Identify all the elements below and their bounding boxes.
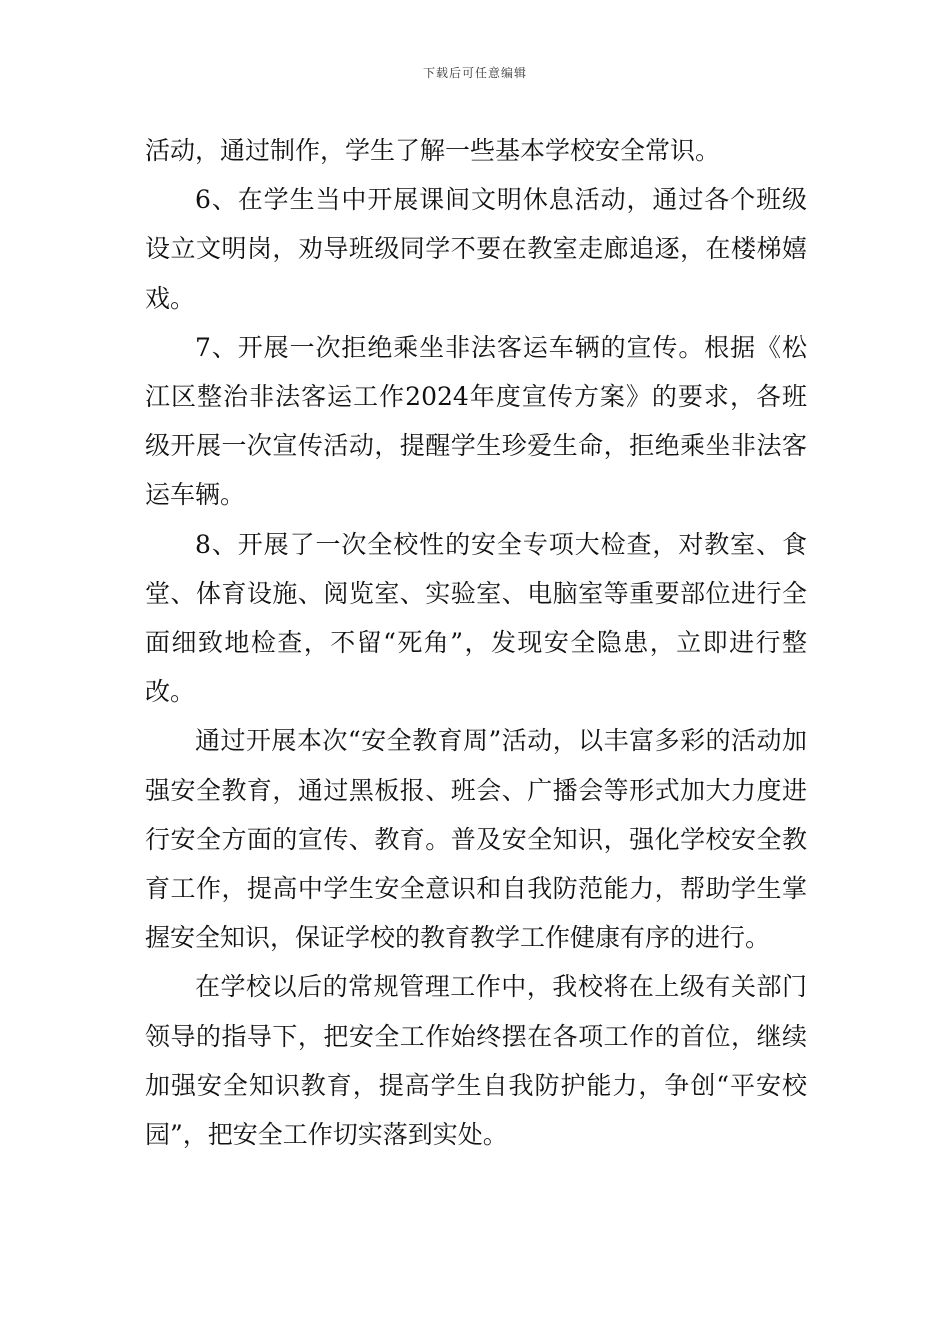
- page-header: 下载后可任意编辑: [422, 66, 527, 80]
- paragraph-continuation: 活动，通过制作，学生了解一些基本学校安全常识。: [145, 136, 721, 165]
- paragraph-item-8: 8、开展了一次全校性的安全专项大检查，对教室、食堂、体育设施、阅览室、实验室、电脑室等重要部位进行全面细致地检查，不留“死角”，发现安全隐患，立即进行整改。: [145, 529, 807, 707]
- paragraph-conclusion: 在学校以后的常规管理工作中，我校将在上级有关部门领导的指导下，把安全工作始终摆在各项工作的首位，继续加强安全知识教育，提高学生自我防护能力，争创“平安校园”，把安全工作切实落到实处。: [145, 972, 807, 1150]
- paragraph-item-7: 7、开展一次拒绝乘坐非法客运车辆的宣传。根据《松江区整治非法客运工作2024年度宣传方案》的要求，各班级开展一次宣传活动，提醒学生珍爱生命，拒绝乘坐非法客运车辆。: [145, 332, 807, 510]
- paragraph-summary: 通过开展本次“安全教育周”活动，以丰富多彩的活动加强安全教育，通过黑板报、班会、广播会等形式加大力度进行安全方面的宣传、教育。普及安全知识，强化学校安全教育工作，提高中学生安全意识和自我防范能力，帮助学生掌握安全知识，保证学校的教育教学工作健康有序的进行。: [145, 726, 807, 953]
- paragraph-item-6: 6、在学生当中开展课间文明休息活动，通过各个班级设立文明岗，劝导班级同学不要在教室走廊追逐，在楼梯嬉戏。: [145, 185, 807, 313]
- document-body: [145, 126, 807, 1159]
